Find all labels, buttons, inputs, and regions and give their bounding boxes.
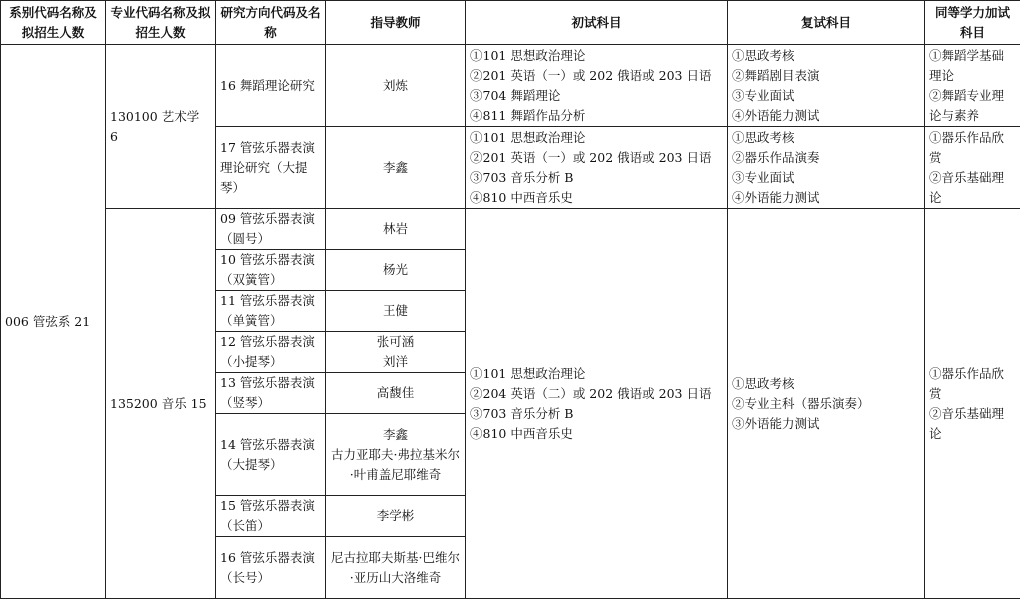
header-teacher: 指导教师: [326, 1, 466, 45]
teacher-cell: 高馥佳: [326, 373, 466, 414]
music-extra-cell: ①器乐作品欣赏 ②音乐基础理论: [925, 209, 1020, 599]
teacher-cell: 尼古拉耶夫斯基·巴维尔·亚历山大洛维奇: [326, 537, 466, 599]
teacher-cell: 张可涵 刘洋: [326, 332, 466, 373]
extra-cell: ①器乐作品欣赏 ②音乐基础理论: [925, 127, 1020, 209]
teacher-cell: 李学彬: [326, 496, 466, 537]
extra-cell: ①舞蹈学基础理论 ②舞蹈专业理论与素养: [925, 45, 1020, 127]
teacher-cell: 李鑫: [326, 127, 466, 209]
direction-cell: 12 管弦乐器表演（小提琴）: [216, 332, 326, 373]
direction-cell: 16 管弦乐器表演（长号）: [216, 537, 326, 599]
exam-cell: ①101 思想政治理论 ②201 英语（一）或 202 俄语或 203 日语 ③704 舞蹈理论 ④811 舞蹈作品分析: [466, 45, 728, 127]
dept-cell: 006 管弦系 21: [1, 45, 106, 599]
direction-cell: 09 管弦乐器表演（圆号）: [216, 209, 326, 250]
music-exam-cell: ①101 思想政治理论 ②204 英语（二）或 202 俄语或 203 日语 ③703 音乐分析 B ④810 中西音乐史: [466, 209, 728, 599]
exam-cell: ①101 思想政治理论 ②201 英语（一）或 202 俄语或 203 日语 ③703 音乐分析 B ④810 中西音乐史: [466, 127, 728, 209]
major-music-cell: 135200 音乐 15: [106, 209, 216, 599]
header-exam: 初试科目: [466, 1, 728, 45]
retest-cell: ①思政考核 ②器乐作品演奏 ③专业面试 ④外语能力测试: [728, 127, 925, 209]
teacher-cell: 李鑫 古力亚耶夫·弗拉基米尔·叶甫盖尼耶维奇: [326, 414, 466, 496]
music-retest-cell: ①思政考核 ②专业主科（器乐演奏） ③外语能力测试: [728, 209, 925, 599]
direction-cell: 16 舞蹈理论研究: [216, 45, 326, 127]
retest-cell: ①思政考核 ②舞蹈剧目表演 ③专业面试 ④外语能力测试: [728, 45, 925, 127]
direction-cell: 10 管弦乐器表演（双簧管）: [216, 250, 326, 291]
direction-cell: 14 管弦乐器表演（大提琴）: [216, 414, 326, 496]
header-dept: 系别代码名称及拟招生人数: [1, 1, 106, 45]
header-major: 专业代码名称及拟招生人数: [106, 1, 216, 45]
teacher-cell: 林岩: [326, 209, 466, 250]
direction-cell: 17 管弦乐器表演理论研究（大提琴）: [216, 127, 326, 209]
teacher-cell: 王健: [326, 291, 466, 332]
header-retest: 复试科目: [728, 1, 925, 45]
direction-cell: 11 管弦乐器表演（单簧管）: [216, 291, 326, 332]
teacher-cell: 刘炼: [326, 45, 466, 127]
major-arts-cell: 130100 艺术学 6: [106, 45, 216, 209]
direction-cell: 15 管弦乐器表演（长笛）: [216, 496, 326, 537]
header-direction: 研究方向代码及名称: [216, 1, 326, 45]
direction-cell: 13 管弦乐器表演（竖琴）: [216, 373, 326, 414]
teacher-cell: 杨光: [326, 250, 466, 291]
header-extra: 同等学力加试科目: [925, 1, 1020, 45]
